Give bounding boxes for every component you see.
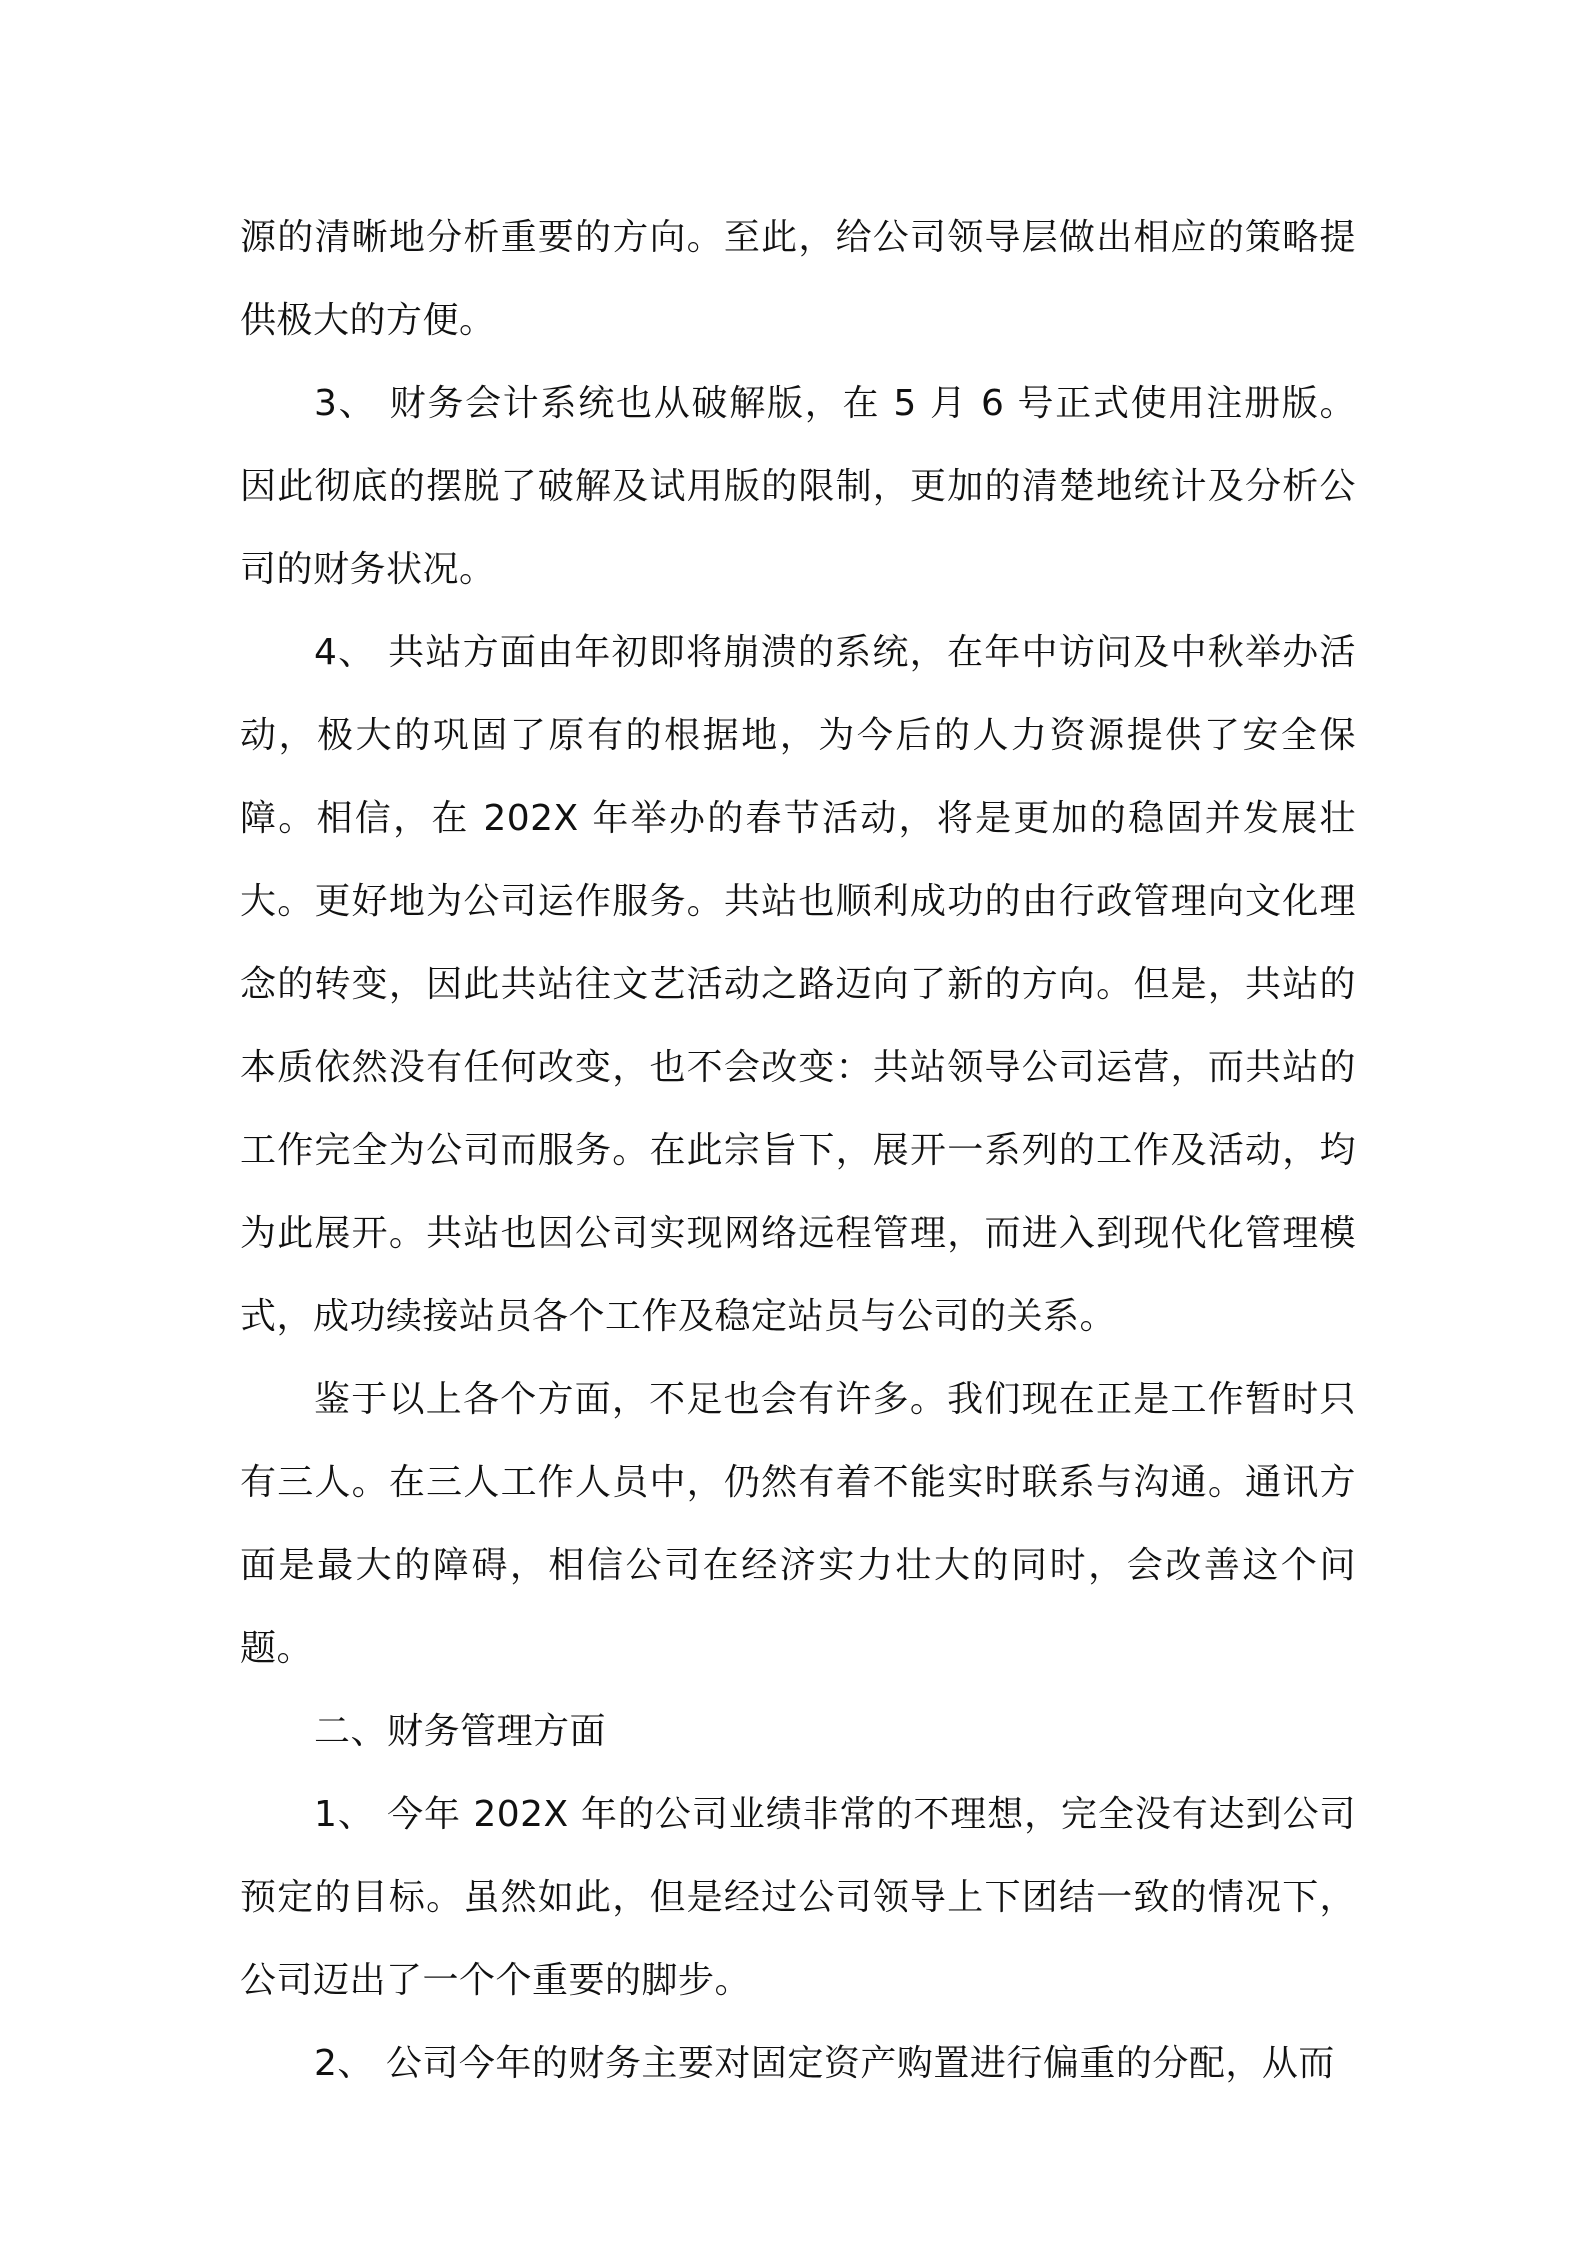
paragraph-item-3: 3、 财务会计系统也从破解版，在 5 月 6 号正式使用注册版。因此彻底的摆脱了破解及试用版的限制，更加的清楚地统计及分析公司的财务状况。	[240, 383, 1356, 590]
paragraph-item-4: 4、 共站方面由年初即将崩溃的系统，在年中访问及中秋举办活动，极大的巩固了原有的根据地，为今后的人力资源提供了安全保障。相信，在 202X 年举办的春节活动，将是更加的稳固并发展壮大。更好地为公司运作服务。共站也顺利成功的由行政管理向文化理念的转变，因此共站往文艺活动之路迈向了新的方向。但是，共站的本质依然没有任何改变，也不会改变：共站领导公司运营，而共站的工作完全为公司而服务。在此宗旨下，展开一系列的工作及活动，均为此展开。共站也因公司实现网络远程管理，而进入到现代化管理模式，成功续接站员各个工作及稳定站员与公司的关系。	[240, 632, 1356, 1337]
paragraph-continuation: 源的清晰地分析重要的方向。至此，给公司领导层做出相应的策略提供极大的方便。	[240, 217, 1356, 341]
paragraph-finance-item-2: 2、 公司今年的财务主要对固定资产购置进行偏重的分配，从而	[314, 2043, 1335, 2084]
paragraph-finance-item-1: 1、 今年 202X 年的公司业绩非常的不理想，完全没有达到公司预定的目标。虽然如此，但是经过公司领导上下团结一致的情况下，公司迈出了一个个重要的脚步。	[240, 1794, 1356, 2001]
document-body	[240, 196, 1356, 2105]
section-heading-finance: 二、财务管理方面	[314, 1711, 607, 1752]
paragraph-shortcomings: 鉴于以上各个方面，不足也会有许多。我们现在正是工作暂时只有三人。在三人工作人员中，仍然有着不能实时联系与沟通。通讯方面是最大的障碍，相信公司在经济实力壮大的同时，会改善这个问题。	[240, 1379, 1356, 1669]
